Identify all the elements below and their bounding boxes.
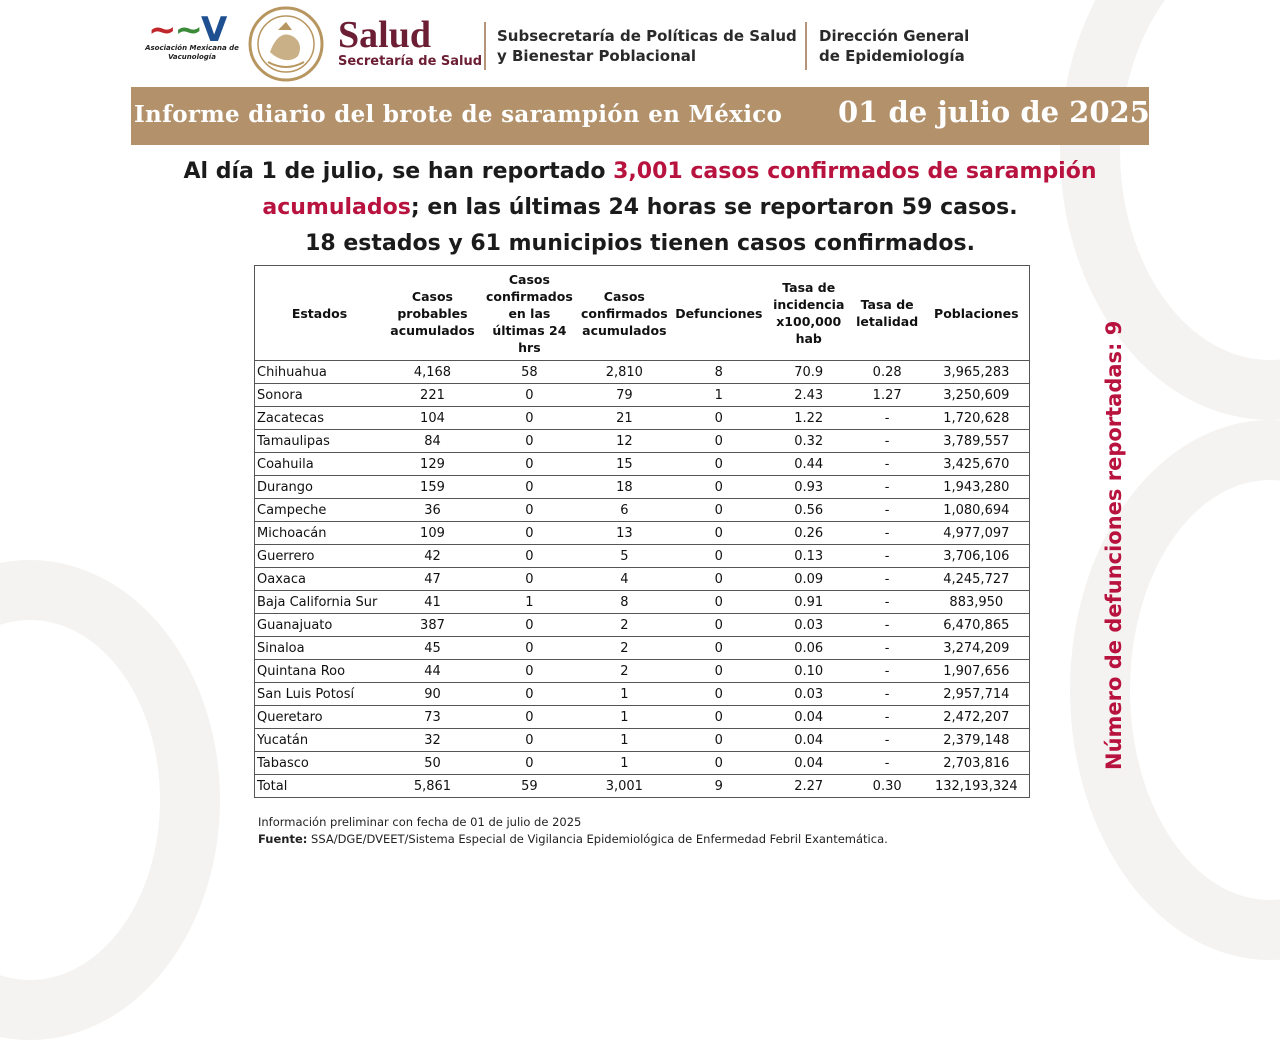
table-row — [255, 499, 1030, 522]
value-cell: 6 — [578, 499, 671, 522]
value-cell: 2 — [578, 637, 671, 660]
value-cell: 32 — [384, 729, 481, 752]
cases-table — [254, 265, 1030, 798]
value-cell: 1 — [578, 683, 671, 706]
value-cell: - — [851, 499, 924, 522]
value-cell: 0 — [671, 522, 767, 545]
value-cell: - — [851, 614, 924, 637]
footer-source: Fuente: SSA/DGE/DVEET/Sistema Especial de Vigilancia Epidemiológica de Enfermedad Febril Exantemática. — [258, 832, 888, 846]
value-cell: 387 — [384, 614, 481, 637]
value-cell: 3,965,283 — [924, 361, 1030, 384]
table-row — [255, 407, 1030, 430]
column-header: Defunciones — [671, 266, 767, 361]
value-cell: 36 — [384, 499, 481, 522]
table-row — [255, 752, 1030, 775]
value-cell: 0 — [671, 407, 767, 430]
value-cell: 0.04 — [767, 706, 851, 729]
value-cell: 132,193,324 — [924, 775, 1030, 798]
value-cell: 109 — [384, 522, 481, 545]
value-cell: 0 — [481, 522, 578, 545]
value-cell: 1 — [578, 706, 671, 729]
table-row — [255, 729, 1030, 752]
column-header: Casos probables acumulados — [384, 266, 481, 361]
state-cell: San Luis Potosí — [255, 683, 385, 706]
column-header: Tasa de letalidad — [851, 266, 924, 361]
state-cell: Tabasco — [255, 752, 385, 775]
value-cell: 0 — [671, 614, 767, 637]
value-cell: 0.44 — [767, 453, 851, 476]
value-cell: 1,720,628 — [924, 407, 1030, 430]
value-cell: 1 — [481, 591, 578, 614]
value-cell: 50 — [384, 752, 481, 775]
state-cell: Queretaro — [255, 706, 385, 729]
avac-name: Asociación Mexicana de Vacunología — [145, 44, 239, 61]
value-cell: 0 — [481, 683, 578, 706]
value-cell: 18 — [578, 476, 671, 499]
value-cell: 221 — [384, 384, 481, 407]
column-header: Poblaciones — [924, 266, 1030, 361]
direccion-label: Dirección General de Epidemiología — [819, 27, 970, 65]
table-row — [255, 384, 1030, 407]
value-cell: 41 — [384, 591, 481, 614]
value-cell: 4 — [578, 568, 671, 591]
salud-logo: Salud — [338, 14, 431, 56]
value-cell: 1.27 — [851, 384, 924, 407]
value-cell: 3,425,670 — [924, 453, 1030, 476]
value-cell: 0 — [671, 591, 767, 614]
salud-subtitle: Secretaría de Salud — [338, 54, 483, 69]
value-cell: 8 — [578, 591, 671, 614]
value-cell: 0 — [481, 430, 578, 453]
value-cell: 1 — [578, 729, 671, 752]
value-cell: 0 — [481, 729, 578, 752]
value-cell: 5,861 — [384, 775, 481, 798]
value-cell: 2,472,207 — [924, 706, 1030, 729]
value-cell: 0 — [671, 752, 767, 775]
value-cell: 3,706,106 — [924, 545, 1030, 568]
value-cell: 0.26 — [767, 522, 851, 545]
column-header: Estados — [255, 266, 385, 361]
value-cell: - — [851, 568, 924, 591]
value-cell: - — [851, 430, 924, 453]
value-cell: 0.32 — [767, 430, 851, 453]
value-cell: 0 — [481, 637, 578, 660]
value-cell: 44 — [384, 660, 481, 683]
value-cell: 42 — [384, 545, 481, 568]
value-cell: - — [851, 453, 924, 476]
table-row — [255, 660, 1030, 683]
value-cell: 0 — [481, 499, 578, 522]
value-cell: 3,250,609 — [924, 384, 1030, 407]
value-cell: - — [851, 522, 924, 545]
value-cell: 3,001 — [578, 775, 671, 798]
value-cell: 0 — [671, 430, 767, 453]
table-header-row — [255, 266, 1030, 361]
value-cell: 0.13 — [767, 545, 851, 568]
value-cell: 3,274,209 — [924, 637, 1030, 660]
avac-logo — [140, 10, 240, 70]
table-row — [255, 361, 1030, 384]
value-cell: 2 — [578, 660, 671, 683]
table-row — [255, 683, 1030, 706]
total-row — [255, 775, 1030, 798]
table-row — [255, 706, 1030, 729]
value-cell: 4,168 — [384, 361, 481, 384]
value-cell: 0 — [481, 614, 578, 637]
value-cell: 159 — [384, 476, 481, 499]
table-row — [255, 453, 1030, 476]
value-cell: 2.27 — [767, 775, 851, 798]
state-cell: Yucatán — [255, 729, 385, 752]
value-cell: 3,789,557 — [924, 430, 1030, 453]
value-cell: 1,943,280 — [924, 476, 1030, 499]
value-cell: 0.04 — [767, 729, 851, 752]
state-cell: Baja California Sur — [255, 591, 385, 614]
value-cell: 883,950 — [924, 591, 1030, 614]
value-cell: 104 — [384, 407, 481, 430]
table-row — [255, 545, 1030, 568]
table-row — [255, 637, 1030, 660]
state-cell: Sinaloa — [255, 637, 385, 660]
state-cell: Coahuila — [255, 453, 385, 476]
table-row — [255, 476, 1030, 499]
value-cell: 0 — [671, 453, 767, 476]
value-cell: 0 — [671, 683, 767, 706]
value-cell: 0 — [481, 476, 578, 499]
header — [0, 0, 1280, 85]
value-cell: 1,080,694 — [924, 499, 1030, 522]
state-cell: Guanajuato — [255, 614, 385, 637]
divider — [805, 22, 807, 70]
value-cell: 0 — [671, 706, 767, 729]
value-cell: 2,810 — [578, 361, 671, 384]
value-cell: 9 — [671, 775, 767, 798]
value-cell: 6,470,865 — [924, 614, 1030, 637]
value-cell: 4,245,727 — [924, 568, 1030, 591]
state-cell: Tamaulipas — [255, 430, 385, 453]
background-ornament — [0, 560, 220, 1040]
mexico-seal-icon — [248, 6, 324, 82]
value-cell: 13 — [578, 522, 671, 545]
value-cell: 0 — [481, 407, 578, 430]
value-cell: 12 — [578, 430, 671, 453]
value-cell: - — [851, 637, 924, 660]
value-cell: 1,907,656 — [924, 660, 1030, 683]
table-row — [255, 522, 1030, 545]
value-cell: - — [851, 729, 924, 752]
value-cell: 21 — [578, 407, 671, 430]
value-cell: 0 — [671, 499, 767, 522]
value-cell: - — [851, 683, 924, 706]
value-cell: 0 — [481, 384, 578, 407]
subsecretaria-label: Subsecretaría de Políticas de Salud y Bienestar Poblacional — [497, 27, 797, 65]
value-cell: 2,703,816 — [924, 752, 1030, 775]
value-cell: 0 — [481, 568, 578, 591]
table-body — [255, 361, 1030, 798]
value-cell: 79 — [578, 384, 671, 407]
deaths-note: Número de defunciones reportadas: 9 — [1102, 320, 1126, 770]
state-cell: Sonora — [255, 384, 385, 407]
value-cell: 0.03 — [767, 683, 851, 706]
table-row — [255, 591, 1030, 614]
value-cell: 45 — [384, 637, 481, 660]
value-cell: - — [851, 591, 924, 614]
value-cell: 58 — [481, 361, 578, 384]
value-cell: 0.56 — [767, 499, 851, 522]
value-cell: 0 — [671, 660, 767, 683]
value-cell: 0 — [671, 637, 767, 660]
report-date: 01 de julio de 2025 — [838, 95, 1150, 129]
value-cell: - — [851, 407, 924, 430]
value-cell: 0 — [671, 545, 767, 568]
divider — [484, 22, 486, 70]
state-cell: Oaxaca — [255, 568, 385, 591]
value-cell: 70.9 — [767, 361, 851, 384]
value-cell: 0 — [481, 453, 578, 476]
value-cell: - — [851, 706, 924, 729]
value-cell: 0.09 — [767, 568, 851, 591]
value-cell: 73 — [384, 706, 481, 729]
value-cell: 4,977,097 — [924, 522, 1030, 545]
value-cell: - — [851, 660, 924, 683]
value-cell: 0 — [671, 568, 767, 591]
state-cell: Campeche — [255, 499, 385, 522]
value-cell: 84 — [384, 430, 481, 453]
value-cell: - — [851, 476, 924, 499]
value-cell: 59 — [481, 775, 578, 798]
footer-note: Información preliminar con fecha de 01 de julio de 2025 — [258, 815, 582, 829]
summary-highlight: 3,001 casos confirmados de sarampión acumulados — [262, 159, 1097, 220]
value-cell: 0.28 — [851, 361, 924, 384]
value-cell: 1 — [671, 384, 767, 407]
value-cell: 0.06 — [767, 637, 851, 660]
value-cell: 0.30 — [851, 775, 924, 798]
value-cell: 5 — [578, 545, 671, 568]
value-cell: 90 — [384, 683, 481, 706]
column-header: Tasa de incidencia x100,000 hab — [767, 266, 851, 361]
value-cell: 0 — [671, 476, 767, 499]
value-cell: - — [851, 545, 924, 568]
state-cell: Durango — [255, 476, 385, 499]
value-cell: 0.10 — [767, 660, 851, 683]
value-cell: 0.03 — [767, 614, 851, 637]
column-header: Casos confirmados acumulados — [578, 266, 671, 361]
summary-text: Al día 1 de julio, se han reportado 3,001 casos confirmados de sarampión acumulados; en las últimas 24 horas se reportaron 59 casos. 18 estados y 61 municipios tienen casos confirmados. — [183, 159, 1097, 256]
value-cell: 47 — [384, 568, 481, 591]
table-row — [255, 430, 1030, 453]
state-cell: Total — [255, 775, 385, 798]
state-cell: Quintana Roo — [255, 660, 385, 683]
value-cell: - — [851, 752, 924, 775]
value-cell: 1.22 — [767, 407, 851, 430]
value-cell: 2 — [578, 614, 671, 637]
value-cell: 2,379,148 — [924, 729, 1030, 752]
value-cell: 0 — [481, 752, 578, 775]
value-cell: 1 — [578, 752, 671, 775]
value-cell: 15 — [578, 453, 671, 476]
value-cell: 8 — [671, 361, 767, 384]
state-cell: Michoacán — [255, 522, 385, 545]
state-cell: Zacatecas — [255, 407, 385, 430]
value-cell: 0 — [481, 660, 578, 683]
value-cell: 0 — [481, 706, 578, 729]
report-title: Informe diario del brote de sarampión en México — [134, 101, 783, 128]
table-row — [255, 568, 1030, 591]
value-cell: 2.43 — [767, 384, 851, 407]
value-cell: 0.93 — [767, 476, 851, 499]
table-row — [255, 614, 1030, 637]
avac-logo-icon: ~~V — [148, 10, 226, 50]
value-cell: 0.04 — [767, 752, 851, 775]
value-cell: 0 — [671, 729, 767, 752]
column-header: Casos confirmados en las últimas 24 hrs — [481, 266, 578, 361]
value-cell: 0.91 — [767, 591, 851, 614]
value-cell: 0 — [481, 545, 578, 568]
state-cell: Guerrero — [255, 545, 385, 568]
state-cell: Chihuahua — [255, 361, 385, 384]
value-cell: 129 — [384, 453, 481, 476]
value-cell: 2,957,714 — [924, 683, 1030, 706]
